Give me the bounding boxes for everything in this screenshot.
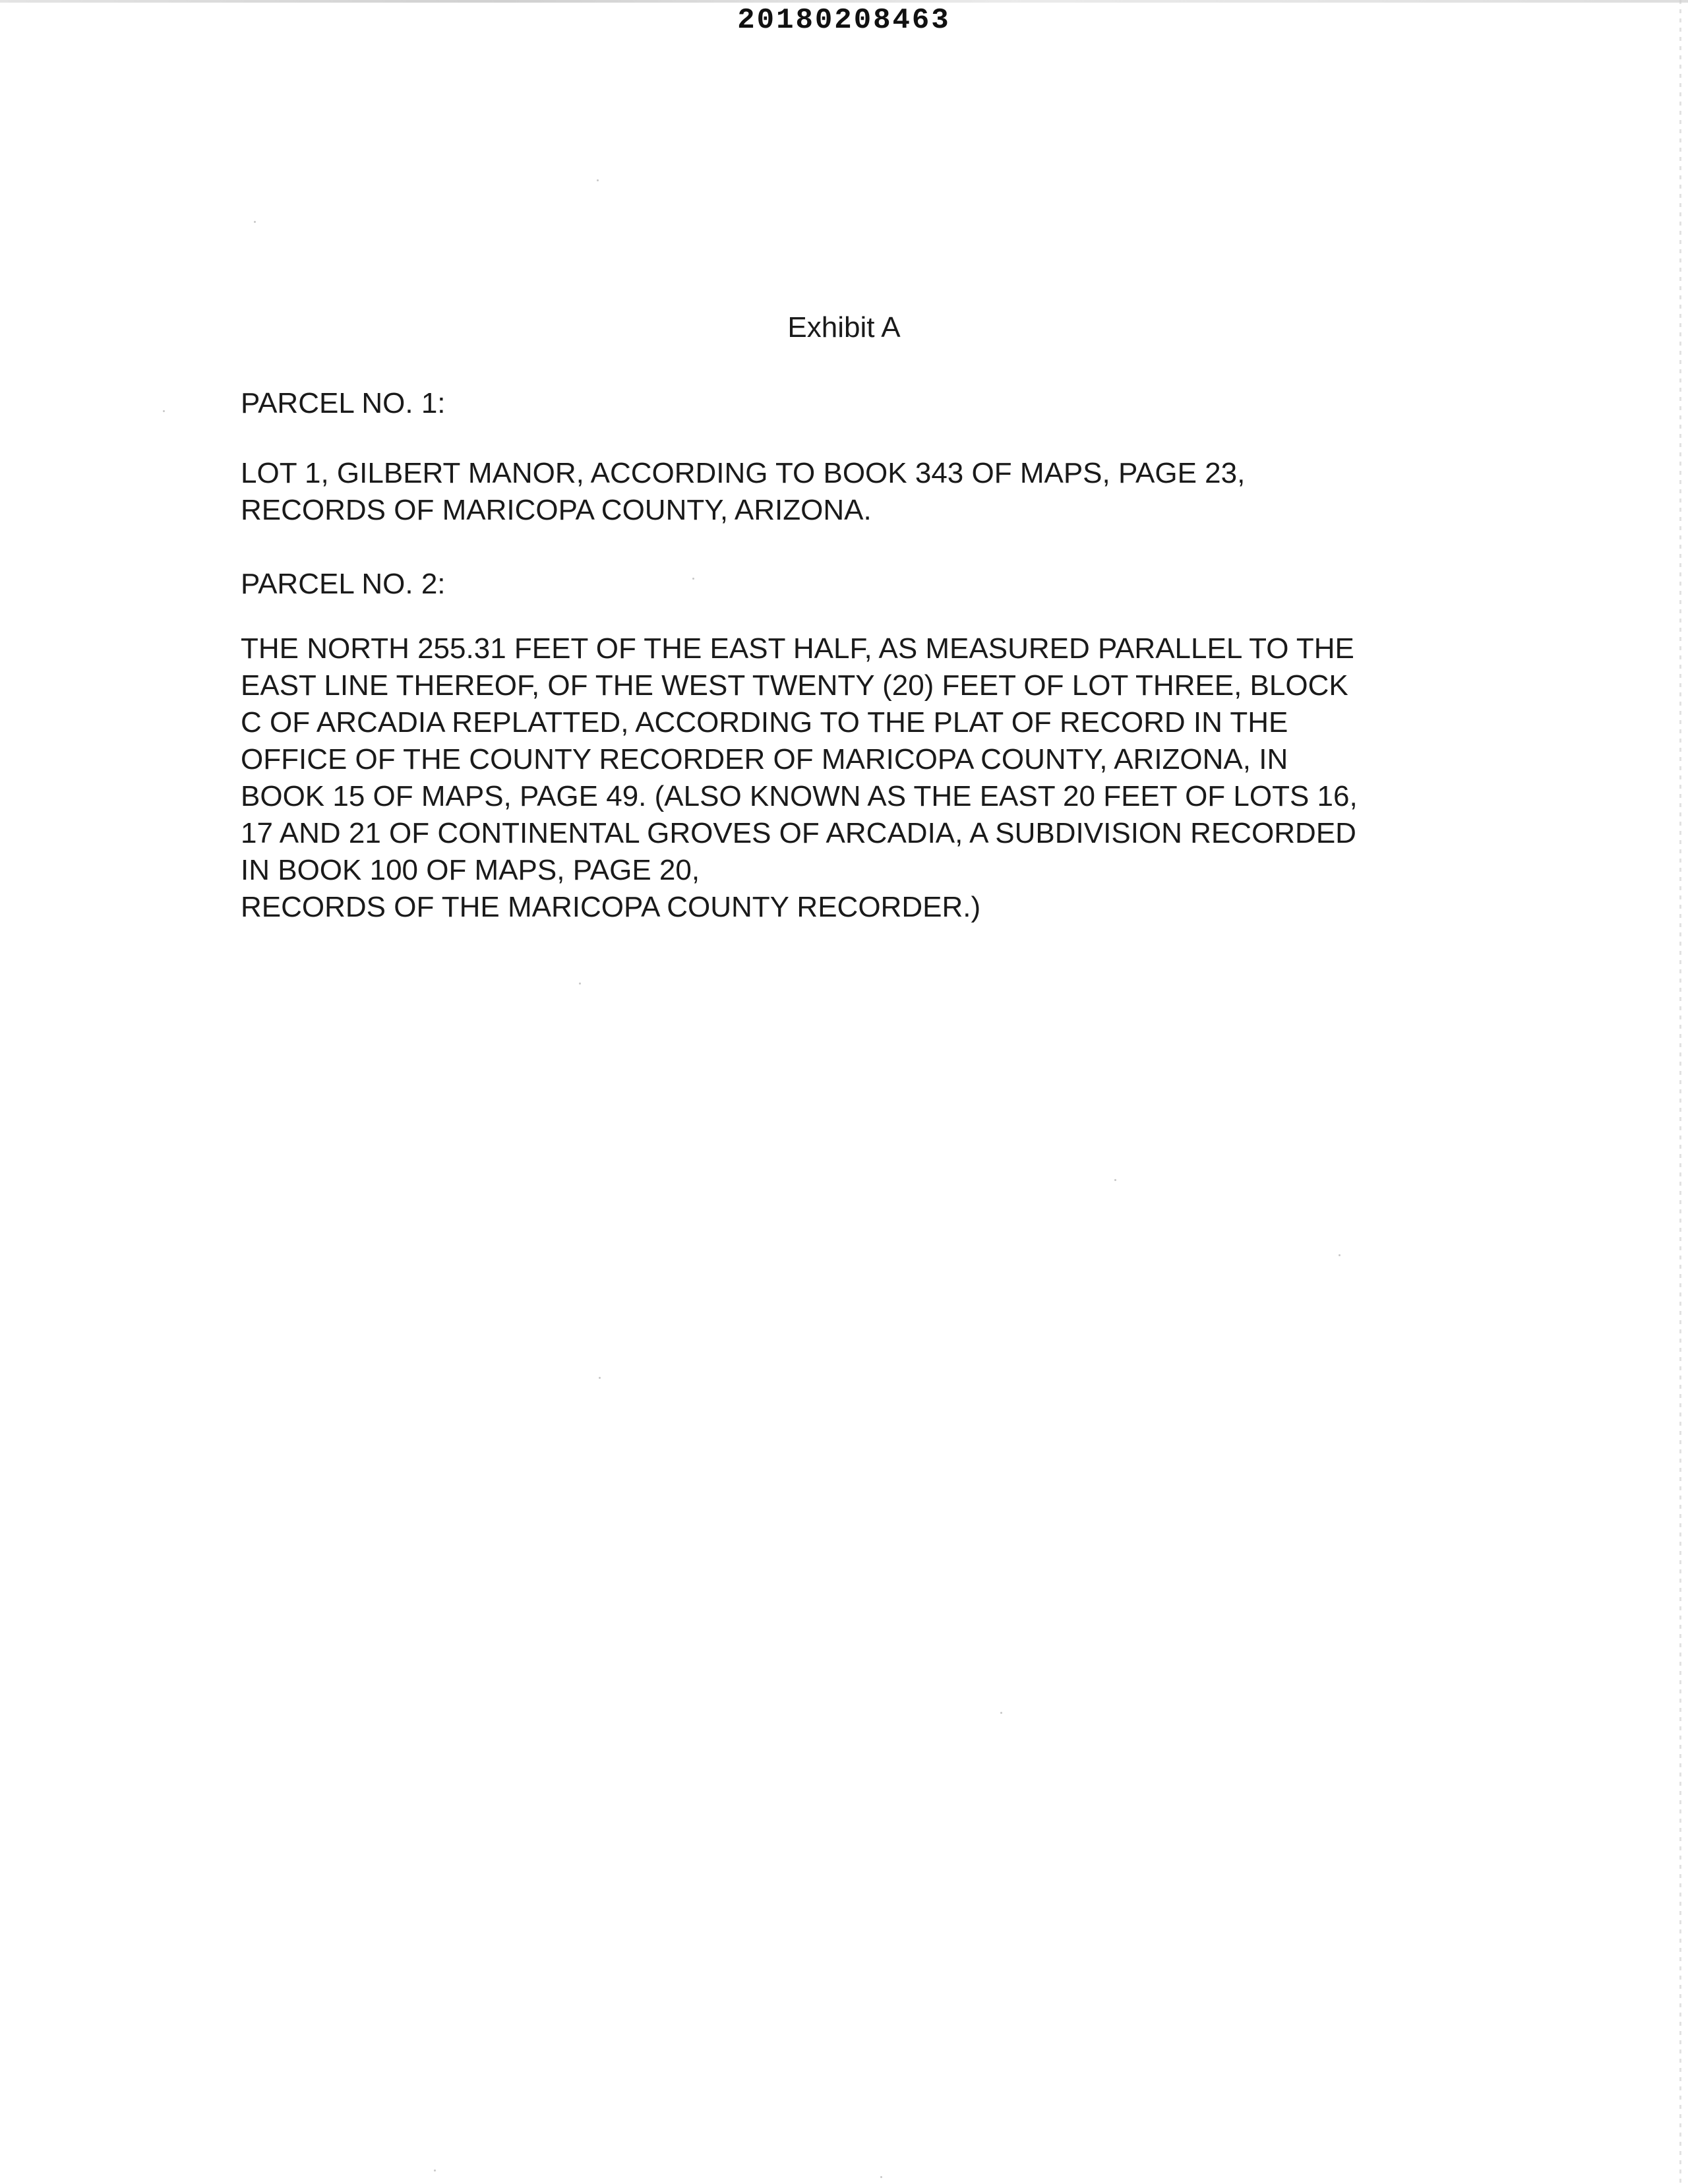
recording-number: 20180208463 [737,4,951,37]
parcel-2-line: 17 AND 21 OF CONTINENTAL GROVES OF ARCADIA, A SUBDIVISION RECORDED [241,817,1356,849]
scan-speck [1000,1712,1002,1714]
parcel-2-line: C OF ARCADIA REPLATTED, ACCORDING TO THE PLAT OF RECORD IN THE [241,706,1288,739]
scan-speck [692,578,694,580]
scan-speck [254,221,256,223]
scan-speck [579,983,581,985]
parcel-2-line: EAST LINE THEREOF, OF THE WEST TWENTY (20) FEET OF LOT THREE, BLOCK [241,669,1348,702]
scan-top-edge [0,0,1688,3]
scan-speck [880,2176,882,2178]
exhibit-title [0,311,1688,344]
spacer [241,529,1559,566]
legal-description [241,385,1559,926]
scan-speck [434,2169,436,2171]
parcel-1-line: LOT 1, GILBERT MANOR, ACCORDING TO BOOK 343 OF MAPS, PAGE 23, [241,457,1246,489]
parcel-2-line: RECORDS OF THE MARICOPA COUNTY RECORDER.) [241,891,981,923]
spacer [241,603,1559,630]
scan-speck [597,179,599,181]
parcel-2-line: IN BOOK 100 OF MAPS, PAGE 20, [241,854,700,886]
parcel-2-heading: PARCEL NO. 2: [241,568,446,600]
scan-speck [599,1377,601,1379]
parcel-1-heading: PARCEL NO. 1: [241,387,446,419]
scan-speck [163,410,165,412]
scan-speck [1339,1254,1341,1256]
parcel-1-line: RECORDS OF MARICOPA COUNTY, ARIZONA. [241,494,872,526]
parcel-2-line: THE NORTH 255.31 FEET OF THE EAST HALF, AS MEASURED PARALLEL TO THE [241,632,1354,665]
parcel-2-description [241,630,1559,926]
exhibit-title-text: Exhibit A [787,311,901,344]
parcel-2-line: BOOK 15 OF MAPS, PAGE 49. (ALSO KNOWN AS THE EAST 20 FEET OF LOTS 16, [241,780,1358,812]
parcel-2-line: OFFICE OF THE COUNTY RECORDER OF MARICOPA COUNTY, ARIZONA, IN [241,743,1288,775]
parcel-1-description [241,455,1559,529]
scan-speck [1114,1179,1116,1181]
spacer [241,422,1559,455]
